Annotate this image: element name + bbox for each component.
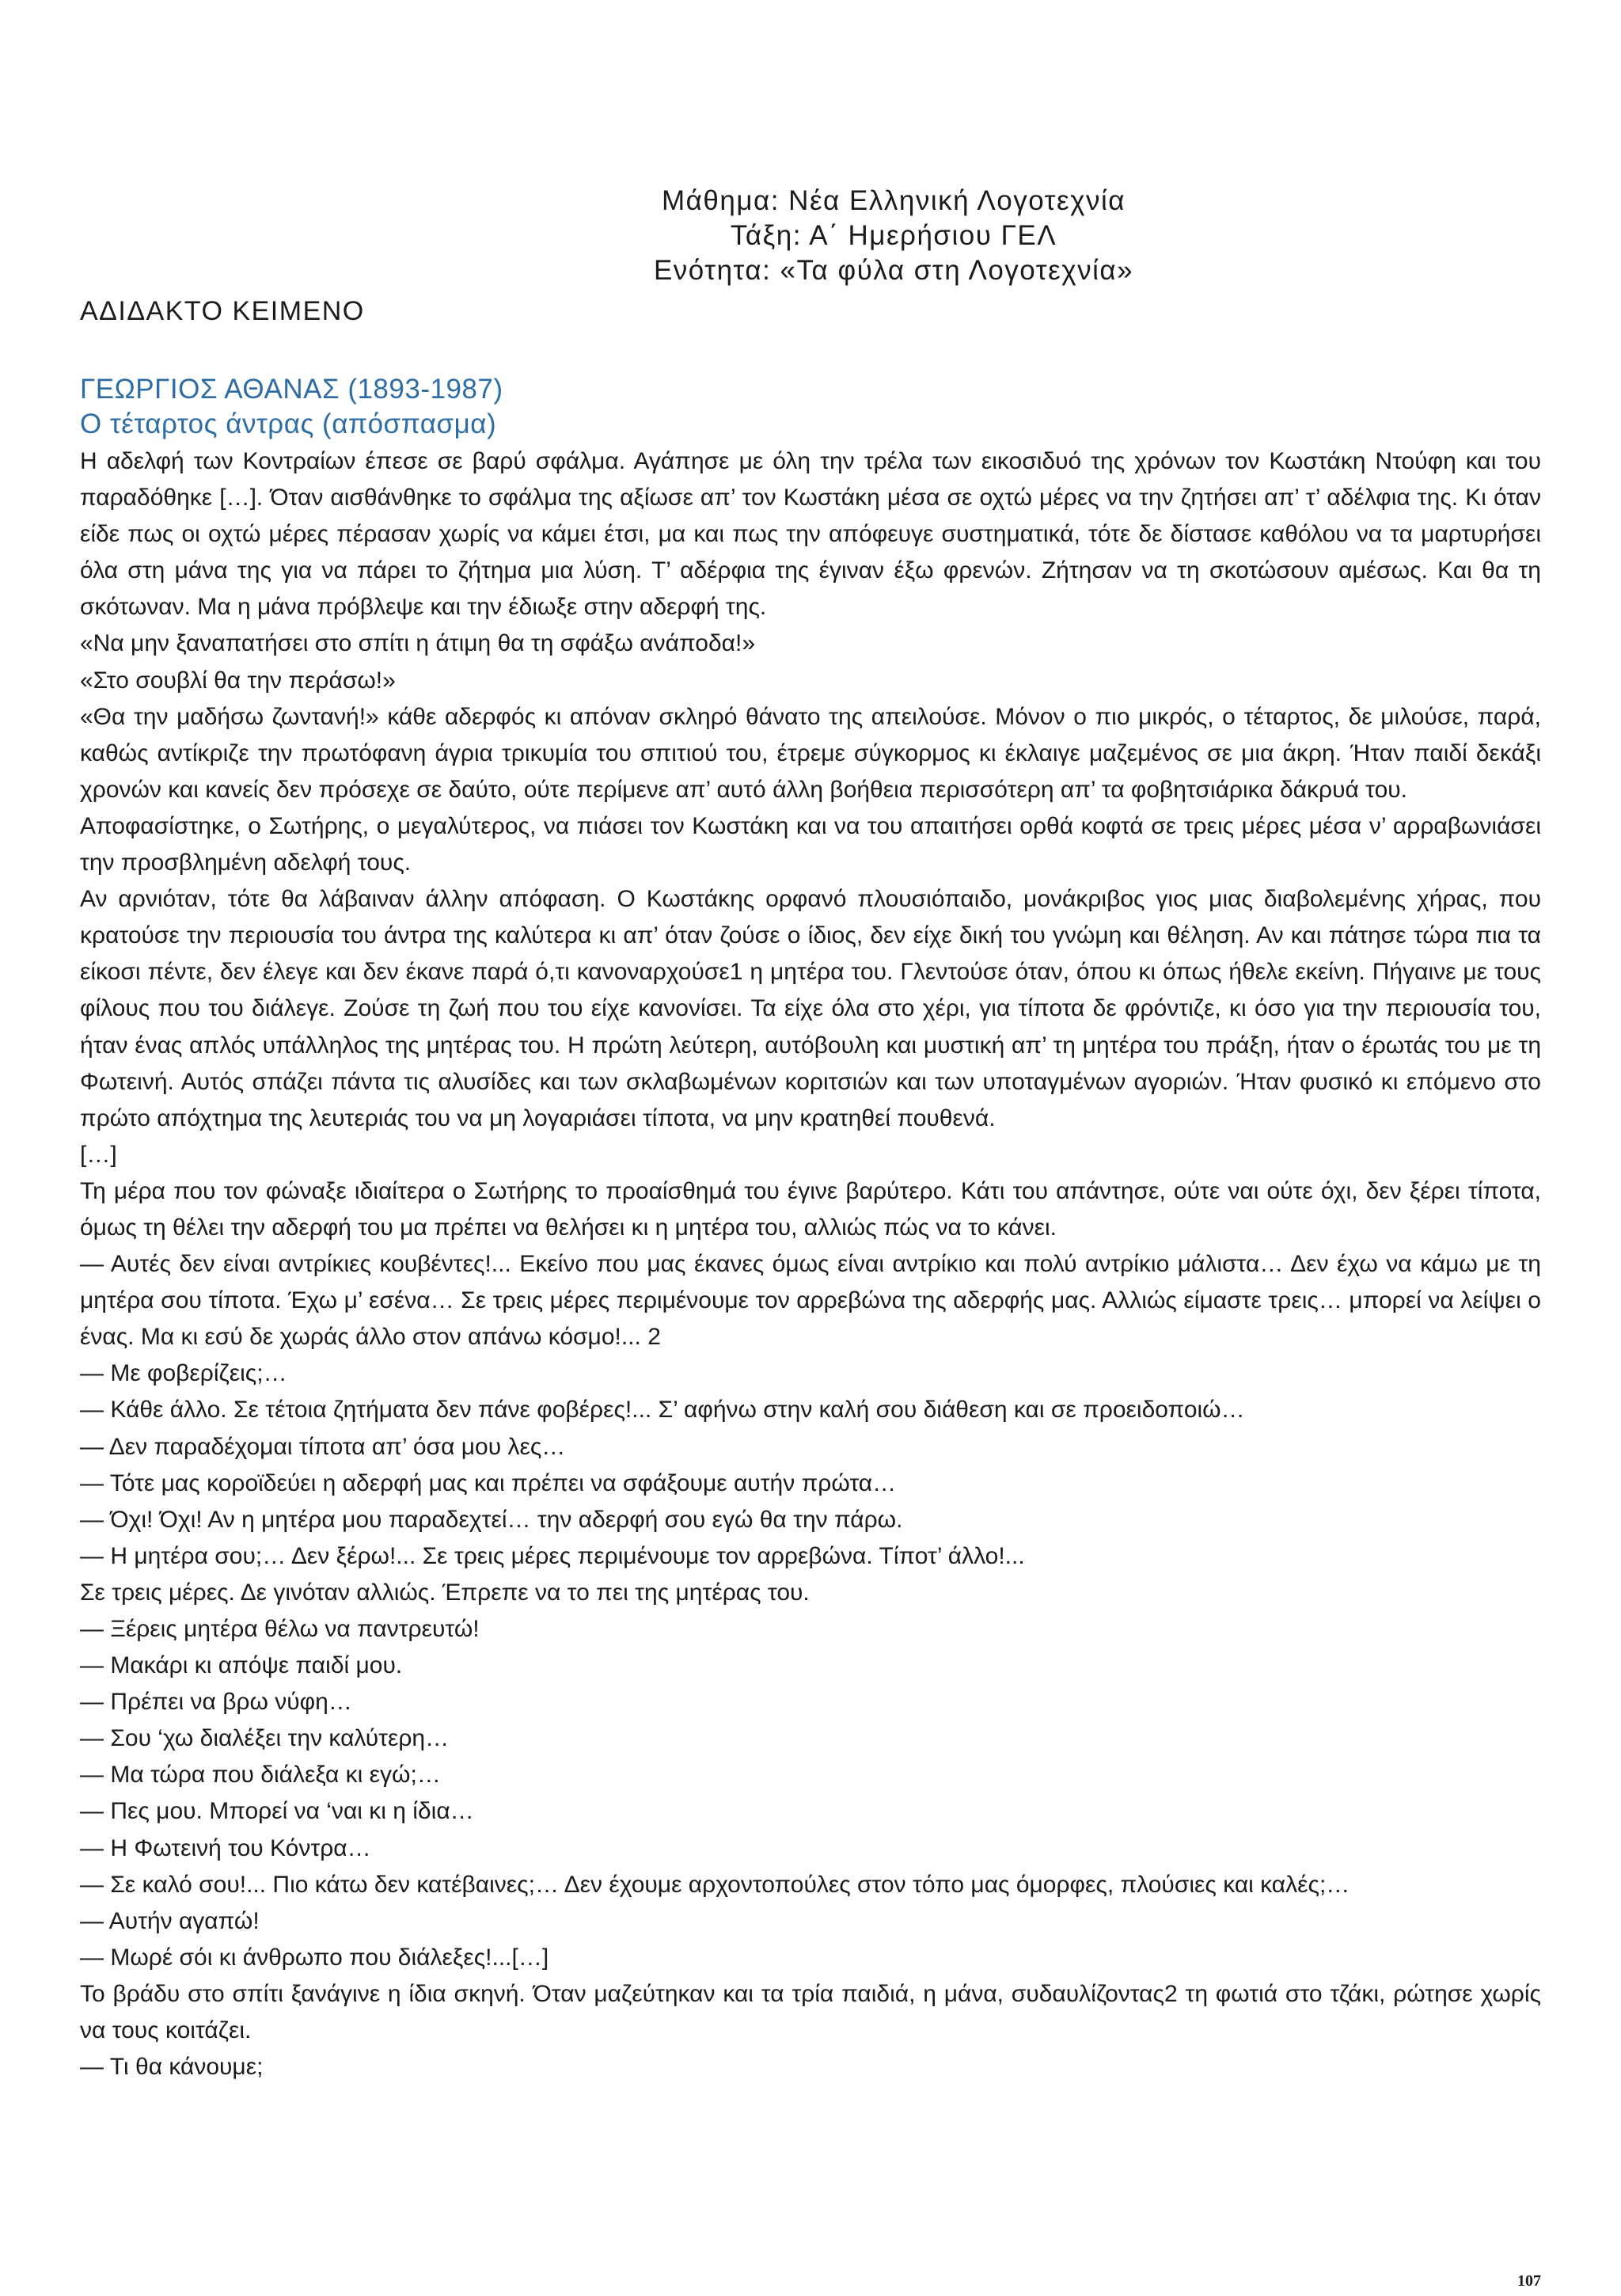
text-paragraph: […] <box>80 1141 117 1168</box>
work-title: Ο τέταρτος άντρας (απόσπασμα) <box>80 409 497 439</box>
text-paragraph: — Σου ‘χω διαλέξει την καλύτερη… <box>80 1725 450 1752</box>
text-body <box>80 443 1541 2085</box>
author-block <box>80 372 503 442</box>
text-paragraph: «Στο σουβλί θα την περάσω!» <box>80 667 396 694</box>
text-paragraph: Αποφασίστηκε, ο Σωτήρης, ο μεγαλύτερος, να πιάσει τον Κωστάκη και να του απαιτήσει ορθά κοφτά σε τρεις μέρες μέσα ν’ αρραβωνιάσει την προσβλημένη αδελφή τους. <box>80 812 1541 876</box>
text-paragraph: Τη μέρα που τον φώναξε ιδιαίτερα ο Σωτήρης το προαίσθημά του έγινε βαρύτερο. Κάτι του απάντησε, ούτε ναι ούτε όχι, δεν ξέρει τίποτα, όμως τη θέλει την αδερφή του μα πρέπει να θελήσει κι η μητέρα του, αλλιώς πώς να το κάνει. <box>80 1177 1541 1241</box>
text-paragraph: — Μακάρι κι απόψε παιδί μου. <box>80 1652 403 1679</box>
text-paragraph: «Θα την μαδήσω ζωντανή!» κάθε αδερφός κι απόναν σκληρό θάνατο της απειλούσε. Μόνον ο πιο μικρός, ο τέταρτος, δε μιλούσε, παρά, καθώς αντίκριζε την πρωτόφανη άγρια τρικυμία του σπιτιού του, έτρεμε σύγκορμος κι έκλαιγε μαζεμένος σε μια άκρη. Ήταν παιδί δεκάξι χρονών και κανείς δεν πρόσεχε σε δαύτο, ούτε περίμενε απ’ αυτό άλλη βοήθεια περισσότερη απ’ τα φοβητσιάρικα δάκρυά του. <box>80 703 1541 803</box>
text-paragraph: Αν αρνιόταν, τότε θα λάβαιναν άλλην απόφαση. Ο Κωστάκης ορφανό πλουσιόπαιδο, μονάκριβος γιος μιας διαβολεμένης χήρας, που κρατούσε την περιουσία του άντρα της καλύτερα κι απ’ όταν ζούσε ο ίδιος, δεν είχε δική του γνώμη και θέληση. Αν και πάτησε τώρα πια τα είκοσι πέντε, δεν έλεγε και δεν έκανε παρά ό,τι κανοναρχούσε1 η μητέρα του. Γλεντούσε όταν, όπου κι όπως ήθελε εκείνη. Πήγαινε με τους φίλους που του διάλεγε. Ζούσε τη ζωή που του είχε κανονίσει. Τα είχε όλα στο χέρι, για τίποτα δε φρόντιζε, κι όσο για την περιουσία του, ήταν ένας απλός υπάλληλος της μητέρας του. Η πρώτη λεύτερη, αυτόβουλη και μυστική απ’ τη μητέρα του πράξη, ήταν ο έρωτάς του με τη Φωτεινή. Αυτός σπάζει πάντα τις αλυσίδες και των σκλαβωμένων κοριτσιών και των υποταγμένων αγοριών. Ήταν φυσικό κι επόμενο στο πρώτο απόχτημα της λευτεριάς του να μη λογαριάσει τίποτα, να μην κρατηθεί πουθενά. <box>80 886 1541 1131</box>
text-paragraph: Το βράδυ στο σπίτι ξανάγινε η ίδια σκηνή. Όταν μαζεύτηκαν και τα τρία παιδιά, η μάνα, συδαυλίζοντας2 τη φωτιά στο τζάκι, ρώτησε χωρίς να τους κοιτάζει. <box>80 1980 1541 2044</box>
text-paragraph: Σε τρεις μέρες. Δε γινόταν αλλιώς. Έπρεπε να το πει της μητέρας του. <box>80 1579 810 1606</box>
unit-line: Ενότητα: «Τα φύλα στη Λογοτεχνία» <box>653 255 1134 286</box>
text-paragraph: — Η Φωτεινή του Κόντρα… <box>80 1834 371 1861</box>
text-paragraph: — Πες μου. Μπορεί να ‘ναι κι η ίδια… <box>80 1798 474 1825</box>
text-paragraph: «Να μην ξαναπατήσει στο σπίτι η άτιμη θα τη σφάξω ανάποδα!» <box>80 630 756 657</box>
text-paragraph: — Όχι! Όχι! Αν η μητέρα μου παραδεχτεί… την αδερφή σου εγώ θα την πάρω. <box>80 1506 903 1533</box>
text-paragraph: — Δεν παραδέχομαι τίποτα απ’ όσα μου λες… <box>80 1433 566 1460</box>
text-paragraph: — Με φοβερίζεις;… <box>80 1360 287 1387</box>
text-paragraph: — Αυτές δεν είναι αντρίκιες κουβέντες!... Εκείνο που μας έκανες όμως είναι αντρίκιο και πολύ αντρίκιο μάλιστα… Δεν έχω να κάμω με τη μητέρα σου τίποτα. Έχω μ’ εσένα… Σε τρεις μέρες περιμένουμε τον αρρεβώνα της αδερφής μας. Αλλιώς είμαστε τρεις… μπορεί να λείψει ο ένας. Μα κι εσύ δε χωράς άλλο στον απάνω κόσμο!... 2 <box>80 1251 1541 1351</box>
text-paragraph: Η αδελφή των Κοντραίων έπεσε σε βαρύ σφάλμα. Αγάπησε με όλη την τρέλα των εικοσιδυό της χρόνων τον Κωστάκη Ντούφη και του παραδόθηκε […]. Όταν αισθάνθηκε το σφάλμα της αξίωσε απ’ τον Κωστάκη μέσα σε οχτώ μέρες να την ζητήσει απ’ τ’ αδέλφια της. Κι όταν είδε πως οι οχτώ μέρες πέρασαν χωρίς να κάμει έτσι, μα και πως την απόφευγε συστηματικά, τότε δε δίστασε καθόλου να τα μαρτυρήσει όλα στη μάνα της για να πάρει το ζήτημα μια λύση. Τ’ αδέρφια της έγιναν έξω φρενών. Ζήτησαν να τη σκοτώσουν αμέσως. Και θα τη σκότωναν. Μα η μάνα πρόβλεψε και την έδιωξε στην αδερφή της. <box>80 448 1541 621</box>
text-paragraph: — Τι θα κάνουμε; <box>80 2054 264 2081</box>
text-paragraph: — Μα τώρα που διάλεξα κι εγώ;… <box>80 1762 441 1789</box>
text-paragraph: — Ξέρεις μητέρα θέλω να παντρευτώ! <box>80 1616 480 1642</box>
text-paragraph: — Κάθε άλλο. Σε τέτοια ζητήματα δεν πάνε φοβέρες!... Σ’ αφήνω στην καλή σου διάθεση και σε προειδοποιώ… <box>80 1397 1245 1424</box>
section-label: ΑΔΙΔΑΚΤΟ ΚΕΙΜΕΝΟ <box>80 296 365 326</box>
text-paragraph: — Η μητέρα σου;… Δεν ξέρω!... Σε τρεις μέρες περιμένουμε τον αρρεβώνα. Τίποτ’ άλλο!... <box>80 1542 1025 1569</box>
text-paragraph: — Μωρέ σόι κι άνθρωπο που διάλεξες!...[…] <box>80 1944 549 1971</box>
author-name: ΓΕΩΡΓΙΟΣ ΑΘΑΝΑΣ (1893-1987) <box>80 374 503 405</box>
grade-line: Τάξη: Α΄ Ημερήσιου ΓΕΛ <box>730 220 1057 251</box>
text-paragraph: — Τότε μας κοροϊδεύει η αδερφή μας και πρέπει να σφάξουμε αυτήν πρώτα… <box>80 1469 897 1496</box>
course-title: Μάθημα: Νέα Ελληνική Λογοτεχνία <box>662 185 1126 216</box>
text-paragraph: — Αυτήν αγαπώ! <box>80 1907 260 1934</box>
document-header <box>0 184 1621 288</box>
text-paragraph: — Σε καλό σου!... Πιο κάτω δεν κατέβαινες;… Δεν έχουμε αρχοντοπούλες στον τόπο μας όμορφες, πλούσιες και καλές;… <box>80 1871 1350 1898</box>
text-paragraph: — Πρέπει να βρω νύφη… <box>80 1689 352 1716</box>
page-number: 107 <box>1517 2272 1541 2290</box>
